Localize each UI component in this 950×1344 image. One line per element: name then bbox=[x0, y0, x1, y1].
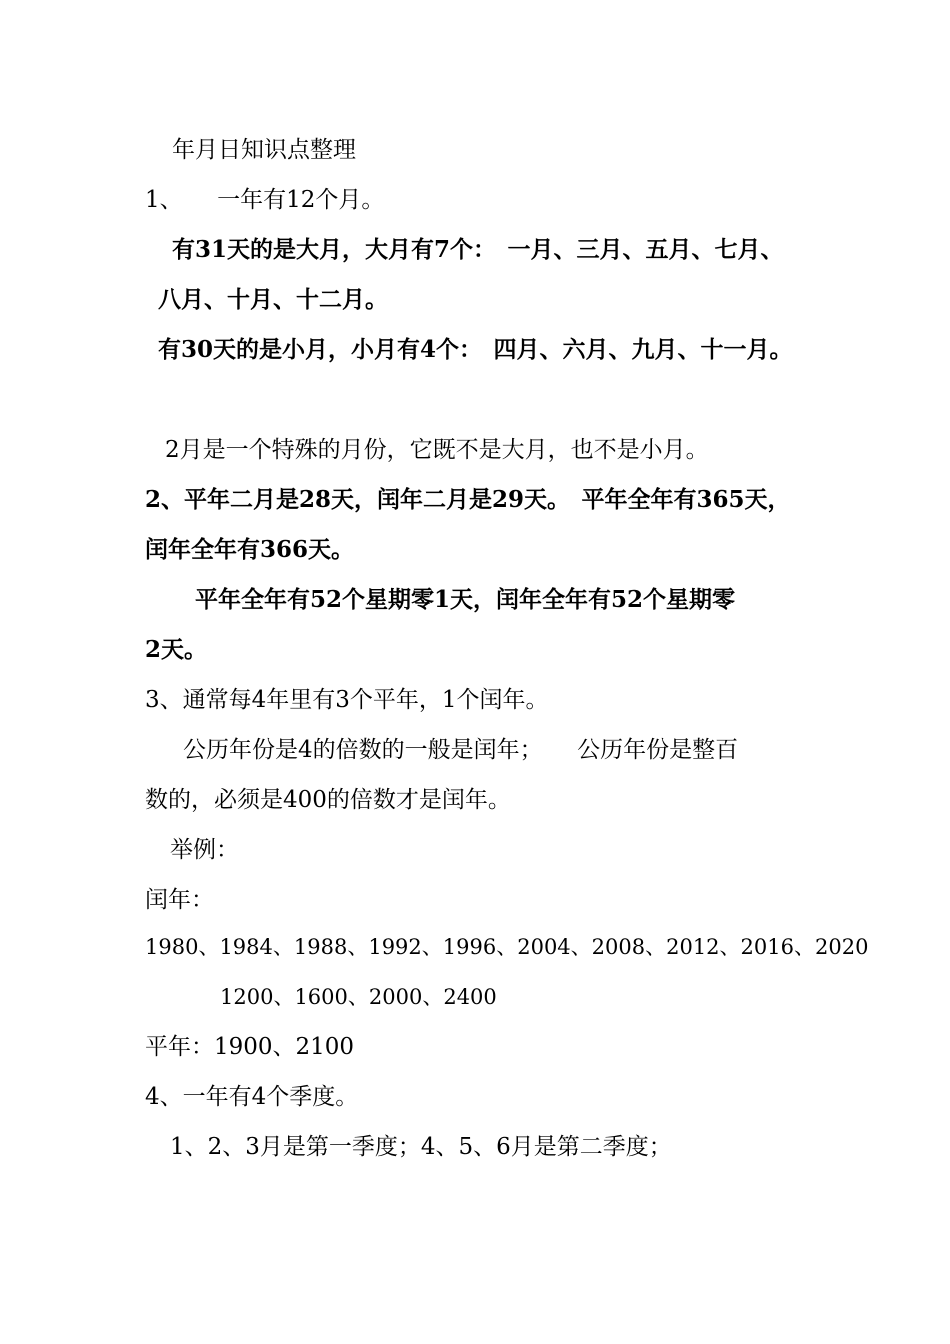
text-line: 八月、十月、十二月。 bbox=[158, 286, 388, 313]
text-line: 有30天的是小月，小月有4个： 四月、六月、九月、十一月。 bbox=[158, 336, 793, 363]
text-line: 数的，必须是400的倍数才是闰年。 bbox=[145, 787, 511, 813]
text-line: 1980、1984、1988、1992、1996、2004、2008、2012、2016、2020 bbox=[145, 935, 869, 959]
text-line: 闰年全年有366天。 bbox=[145, 536, 355, 563]
text-line: 1、2、3月是第一季度；4、5、6月是第二季度； bbox=[170, 1134, 672, 1160]
text-line: 2天。 bbox=[145, 636, 208, 663]
text-line: 1200、1600、2000、2400 bbox=[220, 985, 497, 1009]
text-line: 4、一年有4个季度。 bbox=[145, 1084, 359, 1110]
text-line: 2、平年二月是28天，闰年二月是29天。 平年全年有365天， bbox=[145, 486, 791, 513]
text-line: 2月是一个特殊的月份，它既不是大月，也不是小月。 bbox=[165, 437, 709, 463]
text-line: 平年全年有52个星期零1天，闰年全年有52个星期零 bbox=[195, 586, 736, 613]
text-line: 有31天的是大月，大月有7个： 一月、三月、五月、七月、 bbox=[172, 236, 784, 263]
text-line: 1、 一年有12个月。 bbox=[145, 187, 385, 213]
text-line: 公历年份是4的倍数的一般是闰年； 公历年份是整百 bbox=[183, 737, 739, 763]
text-line: 举例： bbox=[170, 837, 239, 863]
text-line: 平年：1900、2100 bbox=[145, 1034, 355, 1060]
text-line: 3、通常每4年里有3个平年，1个闰年。 bbox=[145, 687, 549, 713]
document-title: 年月日知识点整理 bbox=[172, 137, 356, 163]
text-line: 闰年： bbox=[145, 887, 214, 913]
